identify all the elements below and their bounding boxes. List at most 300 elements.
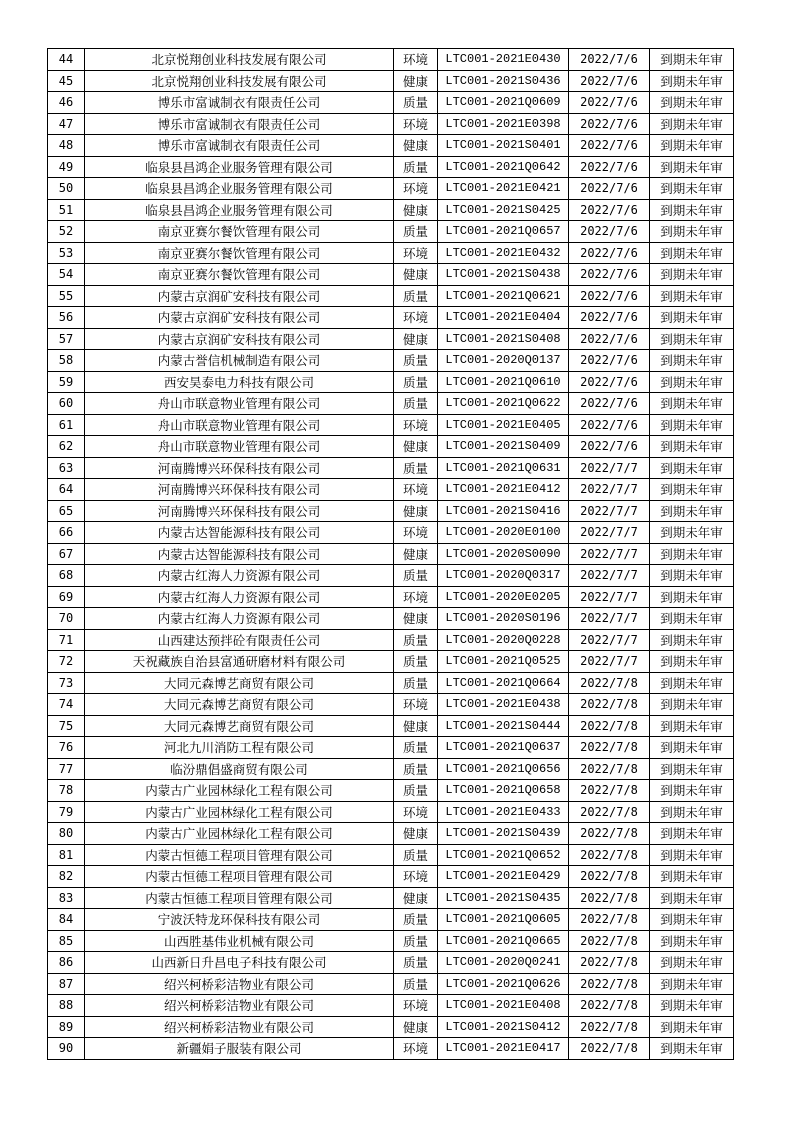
company-name: 内蒙古京润矿安科技有限公司 [85, 328, 394, 350]
expiry-date: 2022/7/6 [569, 242, 650, 264]
row-number: 48 [48, 135, 85, 157]
status-text: 到期未年审 [650, 973, 734, 995]
expiry-date: 2022/7/8 [569, 801, 650, 823]
table-row [48, 780, 734, 802]
table-row [48, 135, 734, 157]
expiry-date: 2022/7/6 [569, 414, 650, 436]
cert-code: LTC001-2021S0444 [438, 715, 569, 737]
cert-code: LTC001-2021Q0626 [438, 973, 569, 995]
expiry-date: 2022/7/8 [569, 737, 650, 759]
table-row [48, 844, 734, 866]
row-number: 80 [48, 823, 85, 845]
status-text: 到期未年审 [650, 70, 734, 92]
company-name: 山西胜基伟业机械有限公司 [85, 930, 394, 952]
certificate-table [47, 48, 734, 1060]
status-text: 到期未年审 [650, 393, 734, 415]
company-name: 内蒙古广业园林绿化工程有限公司 [85, 823, 394, 845]
cert-type: 质量 [394, 930, 438, 952]
company-name: 内蒙古京润矿安科技有限公司 [85, 307, 394, 329]
status-text: 到期未年审 [650, 887, 734, 909]
cert-code: LTC001-2020S0090 [438, 543, 569, 565]
cert-type: 环境 [394, 178, 438, 200]
company-name: 临汾鼎倡盛商贸有限公司 [85, 758, 394, 780]
table-row [48, 801, 734, 823]
cert-code: LTC001-2021S0416 [438, 500, 569, 522]
company-name: 内蒙古达智能源科技有限公司 [85, 543, 394, 565]
status-text: 到期未年审 [650, 178, 734, 200]
cert-code: LTC001-2020Q0228 [438, 629, 569, 651]
table-row [48, 285, 734, 307]
table-row [48, 414, 734, 436]
table-row [48, 393, 734, 415]
row-number: 86 [48, 952, 85, 974]
expiry-date: 2022/7/6 [569, 371, 650, 393]
expiry-date: 2022/7/8 [569, 1016, 650, 1038]
company-name: 博乐市富诚制衣有限责任公司 [85, 135, 394, 157]
row-number: 65 [48, 500, 85, 522]
expiry-date: 2022/7/6 [569, 285, 650, 307]
company-name: 内蒙古恒德工程项目管理有限公司 [85, 887, 394, 909]
table-row [48, 823, 734, 845]
status-text: 到期未年审 [650, 285, 734, 307]
cert-type: 环境 [394, 49, 438, 71]
row-number: 89 [48, 1016, 85, 1038]
status-text: 到期未年审 [650, 113, 734, 135]
table-row [48, 866, 734, 888]
expiry-date: 2022/7/7 [569, 651, 650, 673]
company-name: 大同元森博艺商贸有限公司 [85, 672, 394, 694]
cert-type: 环境 [394, 113, 438, 135]
table-row [48, 672, 734, 694]
cert-type: 环境 [394, 866, 438, 888]
cert-code: LTC001-2021Q0664 [438, 672, 569, 694]
company-name: 天祝藏族自治县富通研磨材料有限公司 [85, 651, 394, 673]
expiry-date: 2022/7/7 [569, 565, 650, 587]
expiry-date: 2022/7/8 [569, 672, 650, 694]
row-number: 78 [48, 780, 85, 802]
company-name: 内蒙古广业园林绿化工程有限公司 [85, 801, 394, 823]
row-number: 46 [48, 92, 85, 114]
status-text: 到期未年审 [650, 49, 734, 71]
table-row [48, 500, 734, 522]
company-name: 南京亚赛尔餐饮管理有限公司 [85, 242, 394, 264]
cert-code: LTC001-2021E0430 [438, 49, 569, 71]
table-row [48, 887, 734, 909]
cert-type: 健康 [394, 199, 438, 221]
expiry-date: 2022/7/8 [569, 715, 650, 737]
cert-type: 健康 [394, 135, 438, 157]
table-row [48, 199, 734, 221]
expiry-date: 2022/7/6 [569, 221, 650, 243]
row-number: 58 [48, 350, 85, 372]
cert-code: LTC001-2021Q0652 [438, 844, 569, 866]
cert-code: LTC001-2021Q0621 [438, 285, 569, 307]
cert-type: 质量 [394, 457, 438, 479]
cert-code: LTC001-2021E0417 [438, 1038, 569, 1060]
cert-code: LTC001-2020Q0241 [438, 952, 569, 974]
table-row [48, 92, 734, 114]
expiry-date: 2022/7/8 [569, 823, 650, 845]
row-number: 82 [48, 866, 85, 888]
cert-type: 质量 [394, 737, 438, 759]
row-number: 53 [48, 242, 85, 264]
cert-code: LTC001-2021Q0656 [438, 758, 569, 780]
status-text: 到期未年审 [650, 500, 734, 522]
status-text: 到期未年审 [650, 952, 734, 974]
company-name: 临泉县昌鸿企业服务管理有限公司 [85, 178, 394, 200]
table-row [48, 371, 734, 393]
status-text: 到期未年审 [650, 586, 734, 608]
company-name: 南京亚赛尔餐饮管理有限公司 [85, 221, 394, 243]
company-name: 内蒙古恒德工程项目管理有限公司 [85, 844, 394, 866]
row-number: 62 [48, 436, 85, 458]
status-text: 到期未年审 [650, 457, 734, 479]
cert-type: 环境 [394, 522, 438, 544]
cert-code: LTC001-2021S0435 [438, 887, 569, 909]
cert-type: 质量 [394, 156, 438, 178]
row-number: 52 [48, 221, 85, 243]
table-row [48, 715, 734, 737]
expiry-date: 2022/7/7 [569, 608, 650, 630]
cert-code: LTC001-2021S0425 [438, 199, 569, 221]
expiry-date: 2022/7/8 [569, 1038, 650, 1060]
cert-type: 质量 [394, 371, 438, 393]
expiry-date: 2022/7/6 [569, 307, 650, 329]
company-name: 西安昊泰电力科技有限公司 [85, 371, 394, 393]
expiry-date: 2022/7/8 [569, 866, 650, 888]
cert-code: LTC001-2021E0421 [438, 178, 569, 200]
table-row [48, 973, 734, 995]
table-row [48, 156, 734, 178]
status-text: 到期未年审 [650, 1038, 734, 1060]
company-name: 南京亚赛尔餐饮管理有限公司 [85, 264, 394, 286]
company-name: 河南腾博兴环保科技有限公司 [85, 479, 394, 501]
status-text: 到期未年审 [650, 823, 734, 845]
company-name: 舟山市联意物业管理有限公司 [85, 414, 394, 436]
expiry-date: 2022/7/6 [569, 328, 650, 350]
company-name: 河南腾博兴环保科技有限公司 [85, 457, 394, 479]
cert-code: LTC001-2021S0409 [438, 436, 569, 458]
company-name: 博乐市富诚制衣有限责任公司 [85, 113, 394, 135]
cert-code: LTC001-2021Q0622 [438, 393, 569, 415]
row-number: 47 [48, 113, 85, 135]
company-name: 绍兴柯桥彩洁物业有限公司 [85, 973, 394, 995]
expiry-date: 2022/7/6 [569, 264, 650, 286]
cert-type: 环境 [394, 586, 438, 608]
cert-type: 质量 [394, 393, 438, 415]
cert-type: 质量 [394, 285, 438, 307]
status-text: 到期未年审 [650, 608, 734, 630]
table-row [48, 909, 734, 931]
expiry-date: 2022/7/7 [569, 457, 650, 479]
row-number: 54 [48, 264, 85, 286]
status-text: 到期未年审 [650, 543, 734, 565]
row-number: 81 [48, 844, 85, 866]
expiry-date: 2022/7/6 [569, 156, 650, 178]
company-name: 宁波沃特龙环保科技有限公司 [85, 909, 394, 931]
company-name: 内蒙古恒德工程项目管理有限公司 [85, 866, 394, 888]
cert-type: 环境 [394, 1038, 438, 1060]
expiry-date: 2022/7/8 [569, 780, 650, 802]
company-name: 内蒙古誉信机械制造有限公司 [85, 350, 394, 372]
row-number: 60 [48, 393, 85, 415]
cert-type: 健康 [394, 1016, 438, 1038]
row-number: 72 [48, 651, 85, 673]
status-text: 到期未年审 [650, 672, 734, 694]
cert-type: 健康 [394, 500, 438, 522]
row-number: 84 [48, 909, 85, 931]
expiry-date: 2022/7/7 [569, 586, 650, 608]
expiry-date: 2022/7/6 [569, 135, 650, 157]
status-text: 到期未年审 [650, 350, 734, 372]
table-row [48, 113, 734, 135]
table-row [48, 995, 734, 1017]
cert-code: LTC001-2021Q0637 [438, 737, 569, 759]
row-number: 56 [48, 307, 85, 329]
cert-code: LTC001-2020E0100 [438, 522, 569, 544]
status-text: 到期未年审 [650, 479, 734, 501]
table-row [48, 952, 734, 974]
status-text: 到期未年审 [650, 264, 734, 286]
cert-code: LTC001-2020Q0137 [438, 350, 569, 372]
table-row [48, 737, 734, 759]
cert-code: LTC001-2021S0401 [438, 135, 569, 157]
cert-type: 质量 [394, 92, 438, 114]
row-number: 73 [48, 672, 85, 694]
company-name: 绍兴柯桥彩洁物业有限公司 [85, 1016, 394, 1038]
company-name: 临泉县昌鸿企业服务管理有限公司 [85, 199, 394, 221]
row-number: 87 [48, 973, 85, 995]
row-number: 77 [48, 758, 85, 780]
expiry-date: 2022/7/8 [569, 995, 650, 1017]
cert-type: 环境 [394, 694, 438, 716]
row-number: 51 [48, 199, 85, 221]
cert-code: LTC001-2021Q0610 [438, 371, 569, 393]
expiry-date: 2022/7/6 [569, 113, 650, 135]
status-text: 到期未年审 [650, 199, 734, 221]
status-text: 到期未年审 [650, 694, 734, 716]
cert-type: 健康 [394, 70, 438, 92]
table-row [48, 70, 734, 92]
cert-type: 质量 [394, 844, 438, 866]
company-name: 河北九川消防工程有限公司 [85, 737, 394, 759]
expiry-date: 2022/7/6 [569, 49, 650, 71]
cert-code: LTC001-2021E0432 [438, 242, 569, 264]
cert-type: 健康 [394, 543, 438, 565]
status-text: 到期未年审 [650, 866, 734, 888]
cert-code: LTC001-2021S0438 [438, 264, 569, 286]
row-number: 63 [48, 457, 85, 479]
table-row [48, 1038, 734, 1060]
expiry-date: 2022/7/6 [569, 92, 650, 114]
status-text: 到期未年审 [650, 135, 734, 157]
status-text: 到期未年审 [650, 715, 734, 737]
cert-type: 质量 [394, 952, 438, 974]
row-number: 79 [48, 801, 85, 823]
cert-type: 质量 [394, 672, 438, 694]
status-text: 到期未年审 [650, 651, 734, 673]
company-name: 新疆娟子服装有限公司 [85, 1038, 394, 1060]
company-name: 北京悦翔创业科技发展有限公司 [85, 70, 394, 92]
cert-code: LTC001-2021Q0657 [438, 221, 569, 243]
cert-code: LTC001-2021E0405 [438, 414, 569, 436]
cert-type: 环境 [394, 479, 438, 501]
expiry-date: 2022/7/8 [569, 973, 650, 995]
row-number: 68 [48, 565, 85, 587]
table-row [48, 565, 734, 587]
cert-type: 健康 [394, 715, 438, 737]
cert-type: 质量 [394, 909, 438, 931]
status-text: 到期未年审 [650, 371, 734, 393]
company-name: 内蒙古红海人力资源有限公司 [85, 586, 394, 608]
status-text: 到期未年审 [650, 242, 734, 264]
table-row [48, 651, 734, 673]
cert-code: LTC001-2021Q0631 [438, 457, 569, 479]
expiry-date: 2022/7/8 [569, 952, 650, 974]
status-text: 到期未年审 [650, 1016, 734, 1038]
cert-type: 质量 [394, 565, 438, 587]
row-number: 57 [48, 328, 85, 350]
expiry-date: 2022/7/7 [569, 500, 650, 522]
expiry-date: 2022/7/6 [569, 436, 650, 458]
table-row [48, 543, 734, 565]
expiry-date: 2022/7/7 [569, 522, 650, 544]
status-text: 到期未年审 [650, 565, 734, 587]
table-body [48, 49, 734, 1060]
status-text: 到期未年审 [650, 909, 734, 931]
cert-type: 质量 [394, 651, 438, 673]
cert-type: 环境 [394, 307, 438, 329]
cert-code: LTC001-2021E0404 [438, 307, 569, 329]
table-row [48, 930, 734, 952]
cert-code: LTC001-2020E0205 [438, 586, 569, 608]
table-row [48, 307, 734, 329]
row-number: 69 [48, 586, 85, 608]
company-name: 绍兴柯桥彩洁物业有限公司 [85, 995, 394, 1017]
row-number: 76 [48, 737, 85, 759]
company-name: 河南腾博兴环保科技有限公司 [85, 500, 394, 522]
cert-type: 质量 [394, 350, 438, 372]
table-row [48, 436, 734, 458]
status-text: 到期未年审 [650, 156, 734, 178]
cert-code: LTC001-2021S0412 [438, 1016, 569, 1038]
status-text: 到期未年审 [650, 92, 734, 114]
expiry-date: 2022/7/8 [569, 887, 650, 909]
row-number: 67 [48, 543, 85, 565]
cert-type: 环境 [394, 414, 438, 436]
row-number: 71 [48, 629, 85, 651]
row-number: 50 [48, 178, 85, 200]
table-row [48, 586, 734, 608]
cert-code: LTC001-2020Q0317 [438, 565, 569, 587]
status-text: 到期未年审 [650, 414, 734, 436]
company-name: 博乐市富诚制衣有限责任公司 [85, 92, 394, 114]
table-row [48, 178, 734, 200]
table-row [48, 629, 734, 651]
expiry-date: 2022/7/7 [569, 629, 650, 651]
cert-type: 健康 [394, 264, 438, 286]
status-text: 到期未年审 [650, 737, 734, 759]
table-row [48, 522, 734, 544]
cert-type: 环境 [394, 242, 438, 264]
status-text: 到期未年审 [650, 328, 734, 350]
cert-type: 健康 [394, 823, 438, 845]
company-name: 北京悦翔创业科技发展有限公司 [85, 49, 394, 71]
table-row [48, 608, 734, 630]
cert-type: 环境 [394, 801, 438, 823]
expiry-date: 2022/7/6 [569, 178, 650, 200]
cert-code: LTC001-2021Q0658 [438, 780, 569, 802]
company-name: 临泉县昌鸿企业服务管理有限公司 [85, 156, 394, 178]
cert-type: 健康 [394, 328, 438, 350]
cert-type: 质量 [394, 973, 438, 995]
status-text: 到期未年审 [650, 307, 734, 329]
row-number: 70 [48, 608, 85, 630]
cert-code: LTC001-2021E0412 [438, 479, 569, 501]
row-number: 49 [48, 156, 85, 178]
expiry-date: 2022/7/8 [569, 758, 650, 780]
status-text: 到期未年审 [650, 995, 734, 1017]
expiry-date: 2022/7/6 [569, 70, 650, 92]
cert-type: 质量 [394, 629, 438, 651]
cert-type: 健康 [394, 608, 438, 630]
status-text: 到期未年审 [650, 629, 734, 651]
company-name: 山西新日升昌电子科技有限公司 [85, 952, 394, 974]
cert-code: LTC001-2021E0438 [438, 694, 569, 716]
expiry-date: 2022/7/8 [569, 930, 650, 952]
cert-code: LTC001-2021E0429 [438, 866, 569, 888]
company-name: 内蒙古红海人力资源有限公司 [85, 565, 394, 587]
table-row [48, 242, 734, 264]
row-number: 90 [48, 1038, 85, 1060]
table-row [48, 328, 734, 350]
company-name: 舟山市联意物业管理有限公司 [85, 393, 394, 415]
company-name: 内蒙古达智能源科技有限公司 [85, 522, 394, 544]
expiry-date: 2022/7/6 [569, 199, 650, 221]
company-name: 大同元森博艺商贸有限公司 [85, 715, 394, 737]
table-row [48, 49, 734, 71]
cert-type: 健康 [394, 887, 438, 909]
row-number: 83 [48, 887, 85, 909]
expiry-date: 2022/7/7 [569, 543, 650, 565]
company-name: 大同元森博艺商贸有限公司 [85, 694, 394, 716]
cert-code: LTC001-2021E0408 [438, 995, 569, 1017]
expiry-date: 2022/7/8 [569, 909, 650, 931]
row-number: 64 [48, 479, 85, 501]
company-name: 山西建达预拌砼有限责任公司 [85, 629, 394, 651]
row-number: 45 [48, 70, 85, 92]
cert-code: LTC001-2021E0433 [438, 801, 569, 823]
row-number: 61 [48, 414, 85, 436]
table-row [48, 1016, 734, 1038]
row-number: 66 [48, 522, 85, 544]
cert-type: 质量 [394, 780, 438, 802]
cert-code: LTC001-2021S0408 [438, 328, 569, 350]
table-row [48, 694, 734, 716]
company-name: 舟山市联意物业管理有限公司 [85, 436, 394, 458]
cert-code: LTC001-2021E0398 [438, 113, 569, 135]
table-row [48, 221, 734, 243]
expiry-date: 2022/7/8 [569, 694, 650, 716]
status-text: 到期未年审 [650, 221, 734, 243]
status-text: 到期未年审 [650, 522, 734, 544]
row-number: 85 [48, 930, 85, 952]
company-name: 内蒙古红海人力资源有限公司 [85, 608, 394, 630]
status-text: 到期未年审 [650, 844, 734, 866]
cert-code: LTC001-2021Q0605 [438, 909, 569, 931]
expiry-date: 2022/7/6 [569, 393, 650, 415]
company-name: 内蒙古京润矿安科技有限公司 [85, 285, 394, 307]
